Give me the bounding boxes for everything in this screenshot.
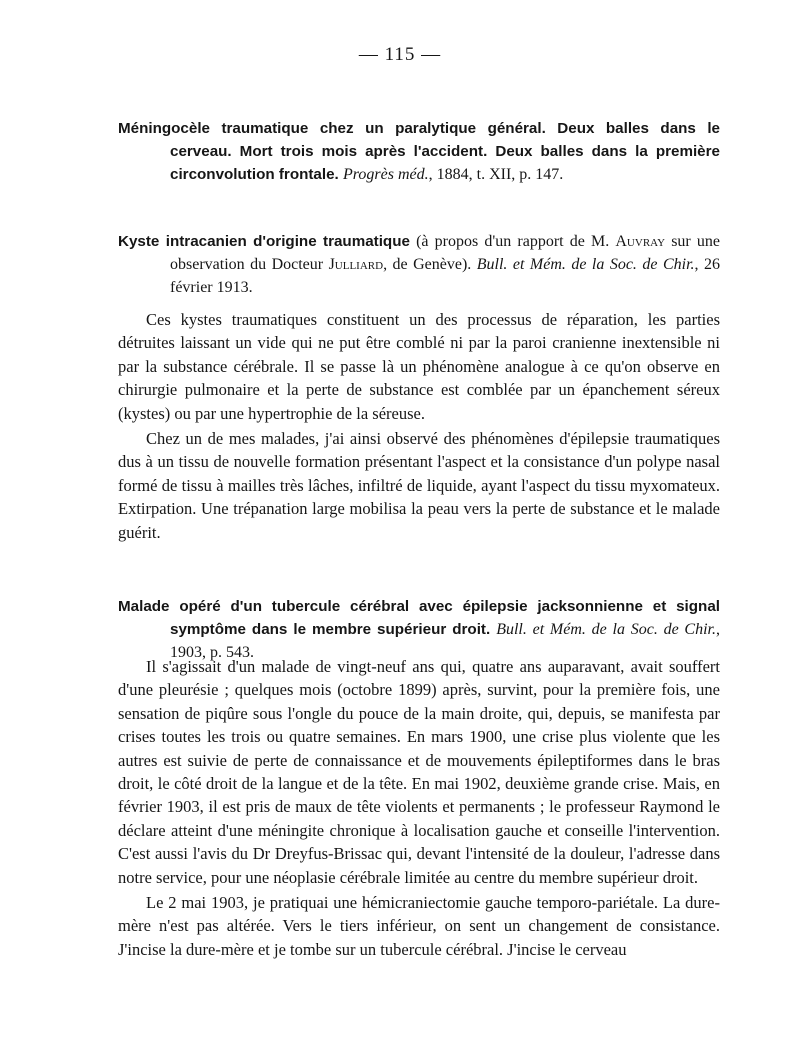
body-paragraph: Ces kystes traumatiques constituent un des processus de réparation, les parties détruites laissant un vide qui ne put être comblé ni par la paroi cranienne inextensible ni par la substance cérébrale. Il se passe là un phénomène analogue à ce qu'on observe en chirurgie pulmonaire et la perte de substance est comblée par un épanchement séreux (kystes) ou par une hypertrophie de la séreuse.: [118, 310, 720, 423]
entry-meningocele: [118, 117, 720, 186]
entry-tubercule: [118, 595, 720, 664]
entry-heading: [118, 595, 720, 664]
body-paragraph: Le 2 mai 1903, je pratiquai une hémicraniectomie gauche temporo-pariétale. La dure-mère n'est pas altérée. Vers le tiers inférieur, on sent un changement de consistance. J'incise la dure-mère et je tombe sur un tubercule cérébral. J'incise le cerveau: [118, 893, 720, 959]
author-name: Auvray: [615, 233, 666, 250]
page-number: — 115 —: [358, 44, 442, 65]
author-name: Julliard: [328, 256, 384, 273]
journal-name: Bull. et Mém. de la Soc. de Chir.: [476, 256, 695, 273]
citation-ref: , 26 février 1913.: [170, 256, 720, 296]
entry-kyste: [118, 230, 720, 299]
citation-ref: , 1903, p. 543.: [170, 621, 721, 661]
body-paragraph: Il s'agissait d'un malade de vingt-neuf ans qui, quatre ans auparavant, avait souffert d'une pleurésie ; quelques mois (octobre 1899) après, survint, pour la première fois, une sensation de piqûre sous l'ongle du pouce de la main droite, qui, depuis, se manifesta par crises toutes les trois ou quatre semaines. En mars 1900, une crise plus violente que les autres est suivie de perte de connaissance et de mouvements épileptiformes dans le bras droit, le côté droit de la langue et de la tête. En mai 1902, deuxième grande crise. Mais, en février 1903, il est pris de maux de tête violents et permanents ; le professeur Raymond le déclare atteint d'une méningite chronique à localisation gauche et conseille l'intervention. C'est aussi l'avis du Dr Dreyfus-Brissac qui, devant l'intensité de la douleur, l'adresse dans notre service, pour une néoplasie cérébrale limitée au centre du membre supérieur droit.: [118, 657, 720, 887]
journal-name: Bull. et Mém. de la Soc. de Chir.: [496, 621, 717, 638]
citation-text: sur une observation du Docteur: [170, 233, 720, 273]
entry-heading: [118, 230, 720, 299]
citation-text: , de Genève).: [383, 256, 477, 273]
entry-heading: [118, 117, 720, 186]
entry-kyste-body: [118, 308, 720, 544]
entry-title: Malade opéré d'un tubercule cérébral avec épilepsie jacksonnienne et signal symptôme dans le membre supérieur droit.: [118, 598, 720, 638]
entry-title: Kyste intracanien d'origine traumatique: [118, 233, 410, 250]
citation-text: (à propos d'un rapport de M.: [409, 233, 616, 250]
entry-tubercule-body: [118, 655, 720, 961]
journal-name: Progrès méd.: [343, 166, 429, 183]
citation-ref: , 1884, t. XII, p. 147.: [428, 166, 564, 183]
entry-title: Méningocèle traumatique chez un paralytique général. Deux balles dans le cerveau. Mort trois mois après l'accident. Deux balles dans la première circonvolution frontale.: [118, 120, 720, 183]
body-paragraph: Chez un de mes malades, j'ai ainsi observé des phénomènes d'épilepsie traumatiques dus à un tissu de nouvelle formation présentant l'aspect et la consistance d'un polype nasal formé de tissu à mailles très lâches, infiltré de liquide, ayant l'aspect du tissu myxomateux. Extirpation. Une trépanation large mobilisa la peau vers la perte de substance et le malade guérit.: [118, 429, 720, 542]
